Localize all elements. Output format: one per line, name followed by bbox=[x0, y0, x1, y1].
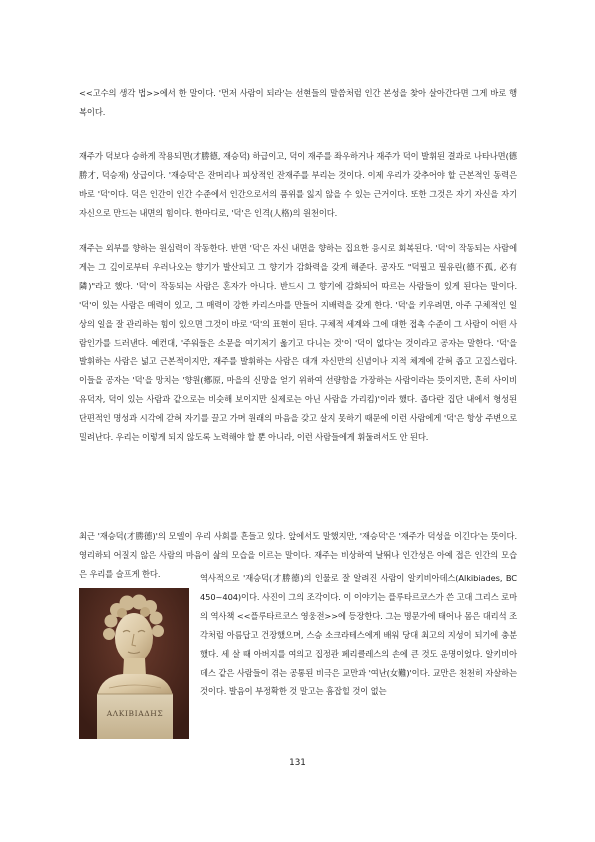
alkibiades-bust-photo bbox=[79, 588, 189, 739]
bust-inscription: ΑΛΚΙΒΙΑΔΗΣ bbox=[106, 709, 164, 718]
paragraph-virtue-inner-force: 재주는 외부를 향하는 원심력이 작동한다. 반면 '덕'은 자신 내면을 향하는 집요한 응시로 회복된다. '덕'이 작동되는 사람에게는 그 깊이로부터 우러나오는 향기가 발산되고 그 향기가 감화력을 갖게 해준다. 공자도 "덕필고 필유린(德不孤, 必有隣)"라고 했다. '덕'이 작동되는 사람은 혼자가 아니다. 반드시 그 향기에 감화되어 따르는 사람들이 있게 된다는 말이다. '덕'이 있는 사람은 매력이 있고, 그 매력이 강한 카리스마를 만들어 지배력을 갖게 한다. '덕'을 키우려면, 아주 구체적인 일상의 일을 잘 관리하는 힘이 있으면 그것이 바로 '덕'의 표현이 된다. 구체적 세계와 그에 대한 접촉 수준이 그 사람이 어떤 사람인가를 드러낸다. 예컨대, '주워들은 소문을 여기저기 옮기고 다니는 것'이 '덕이 없다'는 것이라고 공자는 말한다. '덕'을 발휘하는 사람은 넓고 근본적이지만, 재주를 발휘하는 사람은 대개 자신만의 신념이나 지적 체계에 갇혀 좁고 고집스럽다. 이들을 공자는 '덕'을 망치는 '향원(鄕原, 마을의 신망을 얻기 위하여 선량함을 가장하는 사람이라는 뜻이지만, 흔히 사이비 유덕자, 덕이 있는 사람과 같으로는 비슷해 보이지만 실제로는 아닌 사람을 가리킴)'이라 했다. 좁다란 집단 내에서 형성된 단편적인 명성과 시각에 갇혀 자기를 끌고 가며 원래의 마음을 갖고 살지 못하기 때문에 이런 사람에게 '덕'은 항상 주변으로 밀려난다. 우리는 이렇게 되지 않도록 노력해야 할 뿐 아니라, 이런 사람들에게 휘둘려서도 안 된다. bbox=[79, 243, 517, 443]
page-number: 131 bbox=[289, 758, 306, 768]
paragraph-virtue-vs-talent: 재주가 덕보다 승하게 작용되면(才勝德, 재승덕) 하급이고, 덕이 재주를 좌우하거나 재주가 덕이 발휘된 결과로 나타나면(德勝才, 덕승재) 상급이다. '재승덕'은 잔머리나 피상적인 잔재주를 부리는 것이다. 이제 우리가 갖추어야 할 근본적인 동력은 바로 '덕'이다. 덕은 인간이 인간 수준에서 인간으로서의 품위를 잃지 않을 수 있는 근거이다. 또한 그것은 자기 자신을 자기 자신으로 만드는 내면의 힘이다. 한마디로, '덕'은 인격(人格)의 원천이다. bbox=[79, 151, 517, 218]
paragraph-recent-model: 최근 '재승덕(才勝德)'의 모델이 우리 사회를 흔들고 있다. 앞에서도 말했지만, '재승덕'은 '재주가 덕성을 이긴다'는 뜻이다. 영리하되 어질지 않은 사람의 마음이 삶의 모습을 이르는 말이다. 재주는 비상하여 날뛰나 인간성은 아예 접은 인간의 모습은 우리를 슬프게 한다. bbox=[79, 531, 517, 579]
paragraph-intro: <<고수의 생각 법>>에서 한 말이다. '먼저 사람이 되라'는 선현들의 말씀처럼 인간 본성을 찾아 살아간다면 그게 바로 행복이다. bbox=[79, 88, 517, 117]
paragraph-alkibiades: 역사적으로 '재승덕(才勝德)의 인물로 잘 알려진 사람이 알키비아데스(Alkibiades, BC 450~404)이다. 사진이 그의 조각이다. 이 이야기는 플루타르코스가 쓴 고대 그리스 로마의 역사책 <<플루타르코스 영웅전>>에 등장한다. 그는 명문가에 태어나 몸은 대리석 조각처럼 아름답고 건장했으며, 스승 소크라테스에게 배워 당대 최고의 지성이 되기에 충분했다. 세 살 때 아버지를 여의고 집정관 페리클레스의 손에 큰 것도 운명이었다. 알키비아데스 같은 사람들이 겪는 공통된 비극은 교만과 '여난(女難)'이다. 교만은 천천히 자살하는 것이다. 발음이 부정확한 것 말고는 흠잡힐 것이 없는 bbox=[200, 573, 517, 697]
